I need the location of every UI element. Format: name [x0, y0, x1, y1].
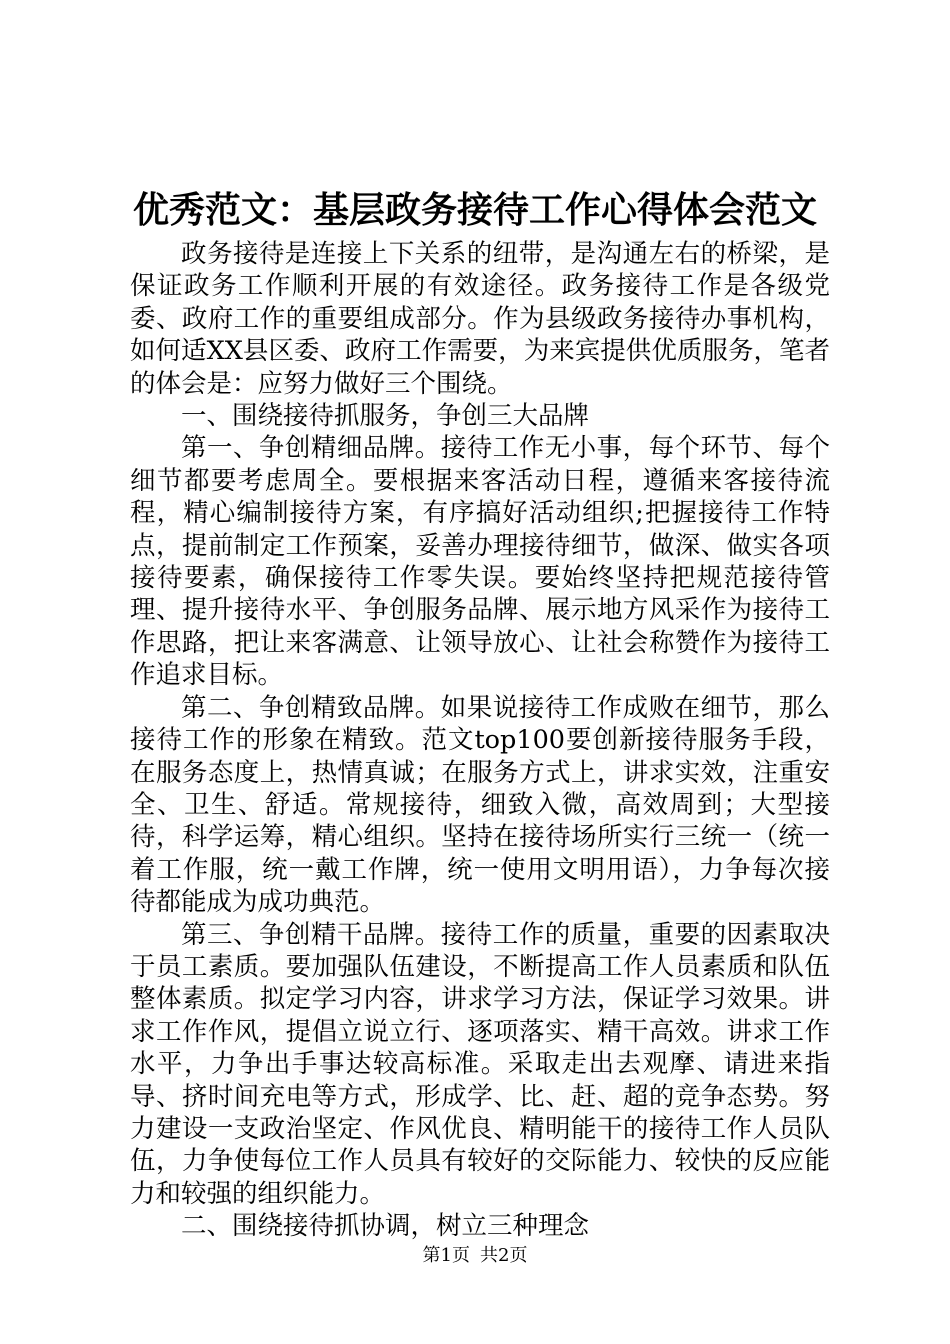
document-body [130, 238, 830, 1243]
paragraph-intro: 政务接待是连接上下关系的纽带，是沟通左右的桥梁，是保证政务工作顺利开展的有效途径。政务接待工作是各级党委、政府工作的重要组成部分。作为县级政务接待办事机构，如何适XX县区委、政府工作需要，为来宾提供优质服务，笔者的体会是：应努力做好三个围绕。 [130, 239, 830, 399]
paragraph-brand-3: 第三、争创精干品牌。接待工作的质量，重要的因素取决于员工素质。要加强队伍建设，不断提高工作人员素质和队伍整体素质。拟定学习内容，讲求学习方法，保证学习效果。讲求工作作风，提倡立说立行、逐项落实、精干高效。讲求工作水平，力争出手事达较高标准。采取走出去观摩、请进来指导、挤时间充电等方式，形成学、比、赶、超的竞争态势。努力建设一支政治坚定、作风优良、精明能干的接待工作人员队伍，力争使每位工作人员具有较好的交际能力、较快的反应能力和较强的组织能力。 [130, 919, 830, 1209]
section-heading-2: 二、围绕接待抓协调，树立三种理念 [181, 1211, 590, 1242]
section-heading-1: 一、围绕接待抓服务，争创三大品牌 [181, 401, 590, 432]
paragraph-brand-1: 第一、争创精细品牌。接待工作无小事，每个环节、每个细节都要考虑周全。要根据来客活动日程，遵循来客接待流程，精心编制接待方案，有序搞好活动组织;把握接待工作特点，提前制定工作预案，妥善办理接待细节，做深、做实各项接待要素，确保接待工作零失误。要始终坚持把规范接待管理、提升接待水平、争创服务品牌、展示地方风采作为接待工作思路，把让来客满意、让领导放心、让社会称赞作为接待工作追求目标。 [130, 433, 830, 691]
document-title: 优秀范文：基层政务接待工作心得体会范文 [132, 189, 817, 231]
page-number-current: 第1页 [422, 1245, 470, 1266]
paragraph-brand-2: 第二、争创精致品牌。如果说接待工作成败在细节，那么接待工作的形象在精致。范文top100要创新接待服务手段，在服务态度上，热情真诚；在服务方式上，讲求实效，注重安全、卫生、舒适。常规接待，细致入微，高效周到；大型接待，科学运筹，精心组织。坚持在接待场所实行三统一（统一着工作服，统一戴工作牌，统一使用文明用语），力争每次接待都能成为成功典范。 [130, 692, 830, 918]
page-number-total: 共2页 [480, 1245, 528, 1266]
page-footer [0, 1244, 950, 1268]
